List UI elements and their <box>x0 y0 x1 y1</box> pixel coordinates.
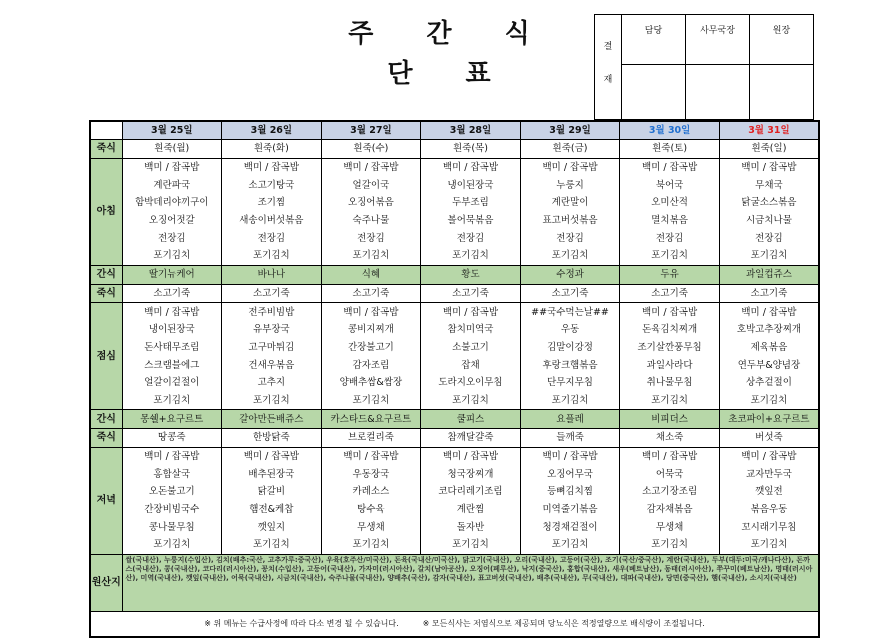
menu-cell: 포기김치 <box>520 536 620 554</box>
date-header-thu: 3월 28일 <box>421 121 521 140</box>
date-header-fri: 3월 29일 <box>520 121 620 140</box>
menu-cell: 볶음우동 <box>719 501 819 519</box>
date-header-tue: 3월 26일 <box>222 121 322 140</box>
menu-cell: 꼬시래기무침 <box>719 518 819 536</box>
menu-cell: 교자만두국 <box>719 465 819 483</box>
menu-cell: 냉이된장국 <box>421 176 521 194</box>
menu-cell: 돈사태무조림 <box>122 339 222 357</box>
date-header-mon: 3월 25일 <box>122 121 222 140</box>
menu-cell: 양배추쌈&쌈장 <box>321 374 421 392</box>
menu-cell: 전장김 <box>321 229 421 247</box>
menu-cell: 취나물무침 <box>620 374 720 392</box>
menu-cell: 버섯죽 <box>719 429 819 448</box>
meal-label-breakfast: 아침 <box>90 158 122 265</box>
breakfast-row <box>90 158 819 176</box>
menu-cell: 전주비빔밥 <box>222 303 322 321</box>
menu-cell: 햄전&케찹 <box>222 501 322 519</box>
menu-cell: 초코파이+요구르트 <box>719 410 819 429</box>
menu-cell: 백미 / 잡곡밥 <box>520 447 620 465</box>
menu-cell: 탕수육 <box>321 501 421 519</box>
lunch-row <box>90 392 819 410</box>
menu-cell: 오징어무국 <box>520 465 620 483</box>
lunch-row <box>90 374 819 392</box>
menu-cell: 비피더스 <box>620 410 720 429</box>
menu-cell: 백미 / 잡곡밥 <box>620 158 720 176</box>
menu-cell: 무생채 <box>620 518 720 536</box>
menu-cell: 흰죽(화) <box>222 140 322 159</box>
menu-cell: 백미 / 잡곡밥 <box>620 303 720 321</box>
menu-cell: 소고기죽 <box>620 284 720 303</box>
breakfast-row <box>90 176 819 194</box>
approval-box <box>594 14 814 121</box>
dinner-row <box>90 501 819 519</box>
menu-cell: 연두부&양념장 <box>719 356 819 374</box>
menu-cell: ##국수먹는날## <box>520 303 620 321</box>
menu-cell: 과일컵쥬스 <box>719 265 819 284</box>
menu-cell: 백미 / 잡곡밥 <box>719 303 819 321</box>
menu-cell: 전장김 <box>620 229 720 247</box>
menu-cell: 소불고기 <box>421 339 521 357</box>
menu-cell: 미역줄기볶음 <box>520 501 620 519</box>
menu-cell: 숙주나물 <box>321 212 421 230</box>
notes-row <box>90 611 819 637</box>
menu-cell: 소고기죽 <box>321 284 421 303</box>
dinner-row <box>90 518 819 536</box>
menu-cell: 포기김치 <box>620 536 720 554</box>
approval-role-director: 원장 <box>750 15 814 65</box>
meal-label-lunch: 점심 <box>90 303 122 410</box>
menu-cell: 과일사라다 <box>620 356 720 374</box>
approval-signature-manager[interactable] <box>686 65 750 120</box>
menu-cell: 포기김치 <box>321 536 421 554</box>
menu-cell: 포기김치 <box>620 247 720 265</box>
menu-cell: 전장김 <box>122 229 222 247</box>
menu-cell: 우동장국 <box>321 465 421 483</box>
menu-cell: 백미 / 잡곡밥 <box>719 447 819 465</box>
weekly-menu-table <box>89 120 820 638</box>
menu-cell: 유부장국 <box>222 321 322 339</box>
menu-cell: 흰죽(금) <box>520 140 620 159</box>
menu-cell: 얼갈이겉절이 <box>122 374 222 392</box>
menu-cell: 소고기죽 <box>520 284 620 303</box>
menu-cell: 오징어젓갈 <box>122 212 222 230</box>
corner-cell <box>90 121 122 140</box>
menu-cell: 김말이강정 <box>520 339 620 357</box>
breakfast-row <box>90 194 819 212</box>
menu-cell: 후랑크햄볶음 <box>520 356 620 374</box>
menu-cell: 백미 / 잡곡밥 <box>122 447 222 465</box>
dinner-row <box>90 447 819 465</box>
morning_snack-row <box>90 265 819 284</box>
breakfast-row <box>90 229 819 247</box>
approval-signature-staff[interactable] <box>622 65 686 120</box>
menu-cell: 얼갈이국 <box>321 176 421 194</box>
menu-cell: 백미 / 잡곡밥 <box>222 447 322 465</box>
menu-cell: 카레소스 <box>321 483 421 501</box>
menu-cell: 간장불고기 <box>321 339 421 357</box>
date-header-sun: 3월 31일 <box>719 121 819 140</box>
menu-cell: 전장김 <box>222 229 322 247</box>
menu-cell: 백미 / 잡곡밥 <box>321 158 421 176</box>
menu-cell: 참치미역국 <box>421 321 521 339</box>
lunch-row <box>90 339 819 357</box>
lunch-row <box>90 321 819 339</box>
menu-cell: 한방닭죽 <box>222 429 322 448</box>
menu-cell: 포기김치 <box>719 392 819 410</box>
origin-text: 쌀(국내산), 누룽지(수입산), 김치(배추:국산, 고추가루:중국산), 우육(호주산/미국산), 돈육(국내산/미국산), 닭고기(국내산), 오리(국내산), 고등어(국산), 조기(국산/중국산), 계란(국내산), 두부(대두:미국/캐나다산), 돈까스(국내산), 콩(국내산), 코다리(러시아산), 꽁치(수입산), 고등어(국내산), 가자미(러시아산), 갈치(남아공산), 오징어(페루산), 낙지(중국산), 홍합(국내산), 새우(베트남산), 동태(러시아산), 쭈꾸미(베트남산), 명태(러시아산), 미역(국내산), 깻잎(국내산), 어묵(국내산), 시금치(국내산), 숙주나물(국내산), 양배추(국산), 감자(국내산), 표고버섯(국내산), 배추(국내산), 무(국내산), 대파(국내산), 당면(중국산), 햄(국내산), 소시지(국내산) <box>122 554 819 611</box>
menu-cell: 무채국 <box>719 176 819 194</box>
menu-cell: 호박고추장찌개 <box>719 321 819 339</box>
menu-cell: 멸치볶음 <box>620 212 720 230</box>
date-header-wed: 3월 27일 <box>321 121 421 140</box>
dinner-row <box>90 536 819 554</box>
menu-cell: 두유 <box>620 265 720 284</box>
breakfast-row <box>90 212 819 230</box>
menu-cell: 계란말이 <box>520 194 620 212</box>
date-header-row <box>90 121 819 140</box>
menu-cell: 새송이버섯볶음 <box>222 212 322 230</box>
menu-cell: 조기찜 <box>222 194 322 212</box>
menu-cell: 쿨피스 <box>421 410 521 429</box>
menu-cell: 소고기죽 <box>122 284 222 303</box>
dinner-row <box>90 465 819 483</box>
menu-cell: 시금치나물 <box>719 212 819 230</box>
menu-cell: 청국장찌개 <box>421 465 521 483</box>
menu-cell: 수정과 <box>520 265 620 284</box>
menu-cell: 들깨죽 <box>520 429 620 448</box>
menu-cell: 백미 / 잡곡밥 <box>321 303 421 321</box>
menu-cell: 소고기죽 <box>719 284 819 303</box>
menu-cell: 참깨달걀죽 <box>421 429 521 448</box>
meal-label-dinner: 저녁 <box>90 447 122 554</box>
menu-cell: 딸기뉴케어 <box>122 265 222 284</box>
lunch_porridge-row <box>90 284 819 303</box>
menu-cell: 계란파국 <box>122 176 222 194</box>
menu-cell: 닭굴소스볶음 <box>719 194 819 212</box>
lunch-row <box>90 356 819 374</box>
menu-cell: 백미 / 잡곡밥 <box>620 447 720 465</box>
menu-cell: 어묵국 <box>620 465 720 483</box>
dinner-row <box>90 483 819 501</box>
meal-label-morning_porridge: 죽식 <box>90 140 122 159</box>
menu-cell: 흰죽(일) <box>719 140 819 159</box>
origin-label: 원산지 <box>90 554 122 611</box>
menu-cell: 포기김치 <box>122 247 222 265</box>
menu-cell: 전장김 <box>520 229 620 247</box>
menu-cell: 코다리레기조림 <box>421 483 521 501</box>
menu-cell: 포기김치 <box>620 392 720 410</box>
menu-cell: 흰죽(수) <box>321 140 421 159</box>
menu-cell: 포기김치 <box>222 536 322 554</box>
menu-cell: 돈육김치찌개 <box>620 321 720 339</box>
menu-cell: 포기김치 <box>421 536 521 554</box>
menu-cell: 건새우볶음 <box>222 356 322 374</box>
note-diet-notice: ※ 모든식사는 저염식으로 제공되며 당뇨식은 적정열량으로 배식량이 조절됩니다. <box>422 619 705 629</box>
menu-cell: 홍합살국 <box>122 465 222 483</box>
meal-label-lunch_porridge: 죽식 <box>90 284 122 303</box>
menu-cell: 오돈불고기 <box>122 483 222 501</box>
menu-cell: 닭갈비 <box>222 483 322 501</box>
menu-cell: 볼어묵볶음 <box>421 212 521 230</box>
menu-cell: 오징어볶음 <box>321 194 421 212</box>
menu-cell: 식혜 <box>321 265 421 284</box>
menu-cell: 브로컬리죽 <box>321 429 421 448</box>
menu-cell: 몽쉘+요구르트 <box>122 410 222 429</box>
menu-cell: 갈아만든배쥬스 <box>222 410 322 429</box>
menu-cell: 소고기죽 <box>222 284 322 303</box>
menu-cell: 깻잎전 <box>719 483 819 501</box>
morning_porridge-row <box>90 140 819 159</box>
menu-cell: 포기김치 <box>421 247 521 265</box>
breakfast-row <box>90 247 819 265</box>
meal-label-morning_snack: 간식 <box>90 265 122 284</box>
menu-cell: 백미 / 잡곡밥 <box>421 303 521 321</box>
menu-cell: 콩비지찌개 <box>321 321 421 339</box>
menu-cell: 요플레 <box>520 410 620 429</box>
menu-cell: 잡채 <box>421 356 521 374</box>
menu-cell: 포기김치 <box>520 392 620 410</box>
lunch-row <box>90 303 819 321</box>
menu-cell: 백미 / 잡곡밥 <box>719 158 819 176</box>
menu-cell: 고추지 <box>222 374 322 392</box>
menu-cell: 포기김치 <box>719 536 819 554</box>
menu-cell: 청경채겉절이 <box>520 518 620 536</box>
menu-cell: 땅콩죽 <box>122 429 222 448</box>
menu-cell: 조기살깐풍무침 <box>620 339 720 357</box>
approval-signature-director[interactable] <box>750 65 814 120</box>
menu-cell: 흰죽(토) <box>620 140 720 159</box>
dinner_porridge-row <box>90 429 819 448</box>
date-header-sat: 3월 30일 <box>620 121 720 140</box>
menu-cell: 깻잎지 <box>222 518 322 536</box>
meal-label-dinner_porridge: 죽식 <box>90 429 122 448</box>
menu-cell: 감자조림 <box>321 356 421 374</box>
approval-role-staff: 담당 <box>622 15 686 65</box>
menu-cell: 백미 / 잡곡밥 <box>421 158 521 176</box>
menu-cell: 백미 / 잡곡밥 <box>321 447 421 465</box>
menu-cell: 백미 / 잡곡밥 <box>520 158 620 176</box>
menu-cell: 포기김치 <box>421 392 521 410</box>
menu-cell: 황도 <box>421 265 521 284</box>
page-title: 주 간 식 단 표 <box>348 19 552 89</box>
menu-cell: 채소죽 <box>620 429 720 448</box>
menu-cell: 함박데리야끼구이 <box>122 194 222 212</box>
menu-cell: 감자채볶음 <box>620 501 720 519</box>
menu-cell: 북어국 <box>620 176 720 194</box>
approval-role-manager: 사무국장 <box>686 15 750 65</box>
menu-cell: 바나나 <box>222 265 322 284</box>
menu-cell: 콩나물무침 <box>122 518 222 536</box>
menu-cell: 백미 / 잡곡밥 <box>222 158 322 176</box>
menu-cell: 전장김 <box>421 229 521 247</box>
meal-label-afternoon_snack: 간식 <box>90 410 122 429</box>
menu-cell: 상추겉절이 <box>719 374 819 392</box>
menu-cell: 돌자반 <box>421 518 521 536</box>
menu-cell: 단무지무침 <box>520 374 620 392</box>
menu-cell: 포기김치 <box>122 536 222 554</box>
menu-cell: 포기김치 <box>222 247 322 265</box>
menu-cell: 계란찜 <box>421 501 521 519</box>
menu-cell: 소고기죽 <box>421 284 521 303</box>
menu-cell: 포기김치 <box>122 392 222 410</box>
menu-cell: 포기김치 <box>520 247 620 265</box>
menu-cell: 등뼈김치찜 <box>520 483 620 501</box>
menu-cell: 포기김치 <box>321 392 421 410</box>
menu-cell: 소고기탕국 <box>222 176 322 194</box>
menu-cell: 도라지오이무침 <box>421 374 521 392</box>
note-change-notice: ※ 위 메뉴는 수급사정에 따라 다소 변경 될 수 있습니다. <box>204 619 399 629</box>
menu-cell: 누룽지 <box>520 176 620 194</box>
afternoon_snack-row <box>90 410 819 429</box>
origin-row <box>90 554 819 611</box>
menu-cell: 소고기장조림 <box>620 483 720 501</box>
menu-cell: 제육볶음 <box>719 339 819 357</box>
menu-cell: 백미 / 잡곡밥 <box>421 447 521 465</box>
menu-cell: 백미 / 잡곡밥 <box>122 303 222 321</box>
menu-cell: 흰죽(목) <box>421 140 521 159</box>
menu-cell: 두부조림 <box>421 194 521 212</box>
menu-cell: 포기김치 <box>321 247 421 265</box>
menu-cell: 간장비빔국수 <box>122 501 222 519</box>
menu-cell: 냉이된장국 <box>122 321 222 339</box>
menu-cell: 전장김 <box>719 229 819 247</box>
menu-cell: 오미산적 <box>620 194 720 212</box>
menu-cell: 포기김치 <box>222 392 322 410</box>
notes-cell <box>90 611 819 637</box>
menu-cell: 고구마튀김 <box>222 339 322 357</box>
menu-cell: 무생채 <box>321 518 421 536</box>
menu-cell: 우동 <box>520 321 620 339</box>
menu-cell: 카스타드&요구르트 <box>321 410 421 429</box>
menu-cell: 표고버섯볶음 <box>520 212 620 230</box>
menu-cell: 배추된장국 <box>222 465 322 483</box>
menu-cell: 포기김치 <box>719 247 819 265</box>
menu-cell: 흰죽(월) <box>122 140 222 159</box>
menu-cell: 백미 / 잡곡밥 <box>122 158 222 176</box>
approval-label: 결 재 <box>595 15 622 120</box>
menu-cell: 스크램블에그 <box>122 356 222 374</box>
